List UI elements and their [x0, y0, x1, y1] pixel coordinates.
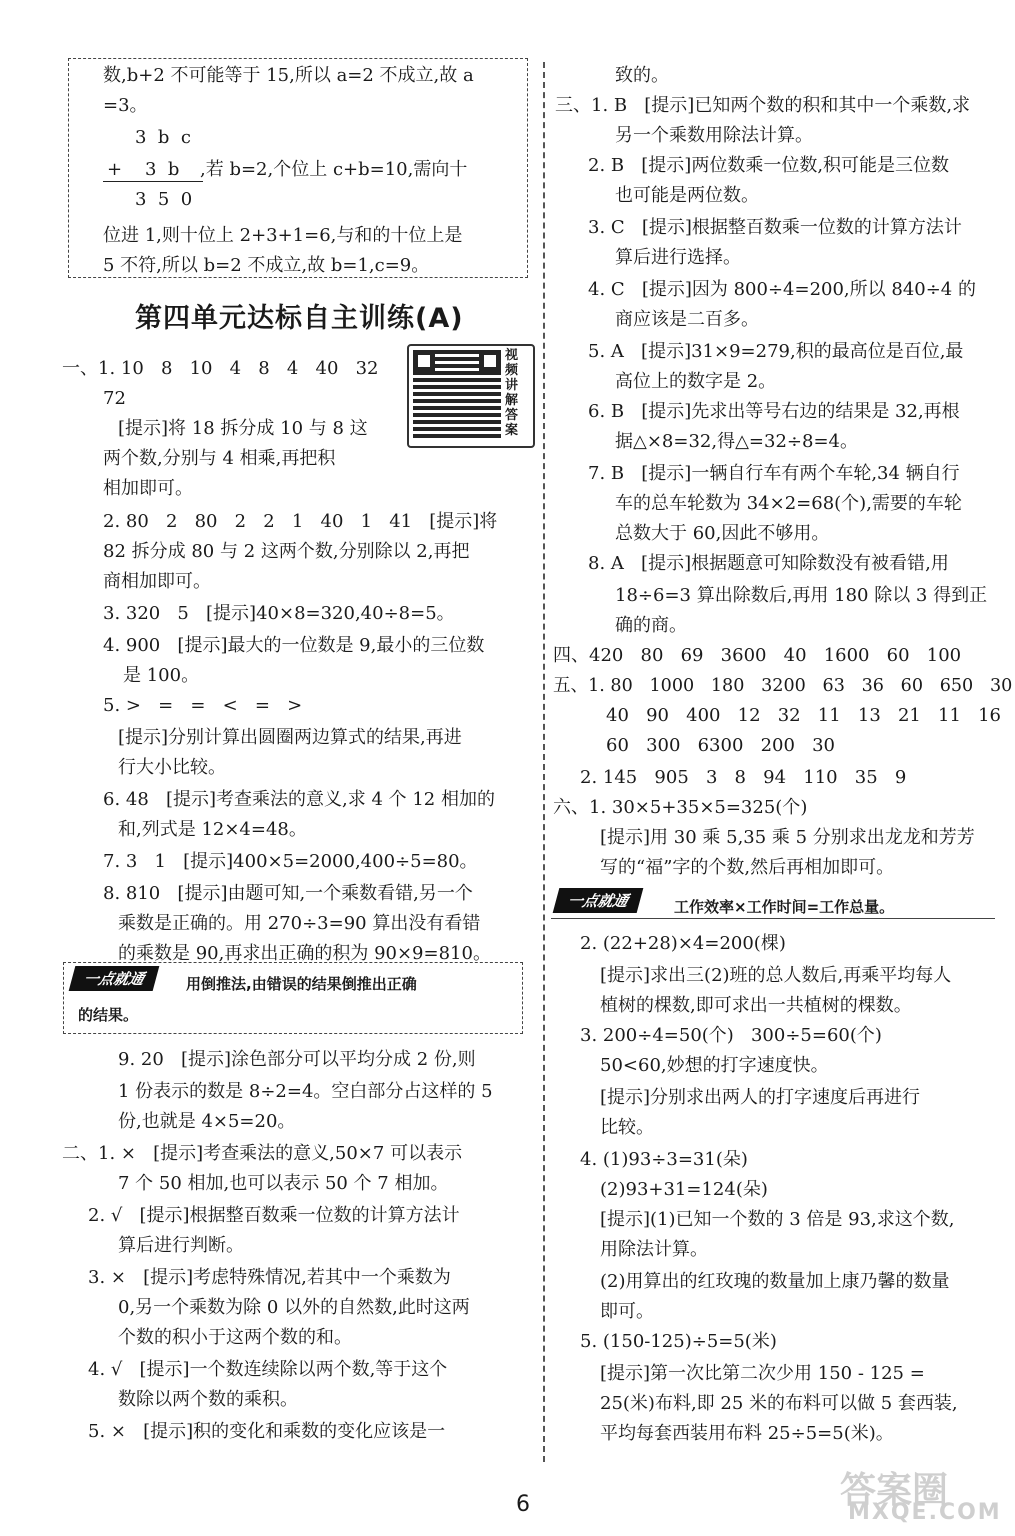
right-line-15: 车的总车轮数为 34×2=68(个),需要的车轮	[615, 493, 962, 514]
column-divider	[543, 62, 545, 1462]
top-box-line-2: =3。	[103, 95, 148, 116]
right-line-b-12: (2)用算出的红玫瑰的数量加上康乃馨的数量	[600, 1271, 950, 1292]
right-line-b-8: 4. (1)93÷3=31(朵)	[580, 1149, 748, 1170]
vertical-addend-2: + 3 b	[107, 159, 180, 180]
left-line-9: 3. 320 5 [提示]40×8=320,40÷8=5。	[103, 603, 455, 624]
right-line-6: 3. C [提示]根据整百数乘一位数的计算方法计	[588, 217, 962, 238]
right-line-b-15: [提示]第一次比第二次少用 150 - 125 =	[600, 1363, 925, 1384]
watermark-url: MXQE.COM	[848, 1500, 1002, 1525]
left-line-11: 是 100。	[123, 665, 200, 686]
tip-right-line-1: 工作效率×工作时间=工作总量。	[674, 898, 895, 916]
right-line-21: 五、1. 80 1000 180 3200 63 36 60 650 30	[553, 675, 1013, 696]
right-line-b-6: [提示]分别求出两人的打字速度后再进行	[600, 1087, 921, 1108]
tip-left-line-1: 用倒推法,由错误的结果倒推出正确	[186, 975, 417, 993]
right-line-18: 18÷6=3 算出除数后,再用 180 除以 3 得到正	[615, 585, 988, 606]
right-line-b-2: [提示]求出三(2)班的总人数后,再乘平均每人	[600, 965, 952, 986]
right-line-b-4: 3. 200÷4=50(个) 300÷5=60(个)	[580, 1025, 882, 1046]
tip-badge-left: 一点就通	[69, 966, 160, 991]
top-box-line-4: 位进 1,则十位上 2+3+1=6,与和的十位上是	[103, 225, 463, 246]
left-line-5: 相加即可。	[103, 478, 193, 499]
left-line-b-5: 7 个 50 相加,也可以表示 50 个 7 相加。	[118, 1173, 449, 1194]
right-line-8: 4. C [提示]因为 800÷4=200,所以 840÷4 的	[588, 279, 976, 300]
right-line-7: 算后进行选择。	[615, 247, 741, 268]
left-line-b-11: 4. √ [提示]一个数连续除以两个数,等于这个	[88, 1359, 448, 1380]
top-box-line-5: 5 不符,所以 b=2 不成立,故 b=1,c=9。	[103, 255, 430, 276]
left-line-b-10: 个数的积小于这两个数的和。	[118, 1327, 352, 1348]
right-line-3: 另一个乘数用除法计算。	[615, 125, 813, 146]
right-line-16: 总数大于 60,因此不够用。	[615, 523, 830, 544]
right-line-4: 2. B [提示]两位数乘一位数,积可能是三位数	[588, 155, 950, 176]
right-line-17: 8. A [提示]根据题意可知除数没有被看错,用	[588, 553, 949, 574]
right-line-b-16: 25(米)布料,即 25 米的布料可以做 5 套西装,	[600, 1393, 958, 1414]
qr-label: 视频讲解答案	[505, 348, 519, 438]
right-line-25: 六、1. 30×5+35×5=325(个)	[553, 797, 808, 818]
right-line-5: 也可能是两位数。	[615, 185, 759, 206]
left-line-7: 82 拆分成 80 与 2 这两个数,分别除以 2,再把	[103, 541, 470, 562]
right-line-11: 高位上的数字是 2。	[615, 371, 777, 392]
right-line-13: 据△×8=32,得△=32÷8=4。	[615, 431, 858, 452]
tip-badge-right: 一点就通	[553, 888, 644, 913]
left-line-b-1: 9. 20 [提示]涂色部分可以平均分成 2 份,则	[118, 1049, 476, 1070]
watermark-logo: 答案圈	[840, 1470, 949, 1511]
left-line-b-2: 1 份表示的数是 8÷2=4。空白部分占这样的 5	[118, 1081, 493, 1102]
right-line-19: 确的商。	[615, 615, 687, 636]
left-line-13: [提示]分别计算出圆圈两边算式的结果,再进	[118, 727, 462, 748]
tip-left-line-2: 的结果。	[78, 1006, 139, 1024]
right-line-24: 2. 145 905 3 8 94 110 35 9	[580, 767, 907, 788]
left-line-10: 4. 900 [提示]最大的一位数是 9,最小的三位数	[103, 635, 485, 656]
right-line-b-11: 用除法计算。	[600, 1239, 708, 1260]
right-line-14: 7. B [提示]一辆自行车有两个车轮,34 辆自行	[588, 463, 960, 484]
right-line-b-13: 即可。	[600, 1301, 654, 1322]
right-line-b-9: (2)93+31=124(朵)	[600, 1179, 768, 1200]
right-line-9: 商应该是二百多。	[615, 309, 759, 330]
left-line-b-6: 2. √ [提示]根据整百数乘一位数的计算方法计	[88, 1205, 460, 1226]
right-line-b-1: 2. (22+28)×4=200(棵)	[580, 933, 786, 954]
left-line-b-3: 份,也就是 4×5=20。	[118, 1111, 296, 1132]
left-line-2: 72	[103, 388, 126, 409]
left-line-4: 两个数,分别与 4 相乘,再把积	[103, 448, 336, 469]
right-line-12: 6. B [提示]先求出等号右边的结果是 32,再根	[588, 401, 960, 422]
top-box-line-3: ,若 b=2,个位上 c+b=10,需向十	[200, 159, 468, 180]
left-line-b-9: 0,另一个乘数为除 0 以外的自然数,此时这两	[118, 1297, 470, 1318]
vertical-addend-1: 3 b c	[135, 127, 191, 148]
left-line-17: 7. 3 1 [提示]400×5=2000,400÷5=80。	[103, 851, 478, 872]
right-line-b-7: 比较。	[600, 1117, 654, 1138]
right-line-26: [提示]用 30 乘 5,35 乘 5 分别求出龙龙和芳芳	[600, 827, 975, 848]
right-line-27: 写的“福”字的个数,然后再相加即可。	[600, 857, 895, 878]
left-line-b-12: 数除以两个数的乘积。	[118, 1389, 298, 1410]
left-line-1: 一、1. 10 8 10 4 8 4 40 32	[62, 358, 379, 379]
right-line-23: 60 300 6300 200 30	[606, 735, 835, 756]
left-line-b-7: 算后进行判断。	[118, 1235, 244, 1256]
left-line-3: [提示]将 18 拆分成 10 与 8 这	[118, 418, 368, 439]
right-line-2: 三、1. B [提示]已知两个数的积和其中一个乘数,求	[555, 95, 971, 116]
right-line-b-3: 植树的棵数,即可求出一共植树的棵数。	[600, 995, 912, 1016]
right-line-b-17: 平均每套西装用布料 25÷5=5(米)。	[600, 1423, 894, 1444]
left-line-16: 和,列式是 12×4=48。	[118, 819, 307, 840]
left-line-6: 2. 80 2 80 2 2 1 40 1 41 [提示]将	[103, 511, 498, 532]
section-title: 第四单元达标自主训练(A)	[135, 303, 464, 334]
vertical-sum: 3 5 0	[135, 189, 193, 210]
left-line-b-13: 5. × [提示]积的变化和乘数的变化应该是一	[88, 1421, 446, 1442]
left-line-14: 行大小比较。	[118, 757, 226, 778]
left-line-12: 5. > = = < = >	[103, 695, 303, 716]
left-line-b-4: 二、1. × [提示]考查乘法的意义,50×7 可以表示	[62, 1143, 463, 1164]
left-line-15: 6. 48 [提示]考查乘法的意义,求 4 个 12 相加的	[103, 789, 495, 810]
right-line-b-10: [提示](1)已知一个数的 3 倍是 93,求这个数,	[600, 1209, 955, 1230]
right-line-1: 致的。	[615, 65, 669, 86]
left-line-18: 8. 810 [提示]由题可知,一个乘数看错,另一个	[103, 883, 473, 904]
sum-rule	[103, 181, 203, 182]
left-line-20: 的乘数是 90,再求出正确的积为 90×9=810。	[118, 943, 491, 964]
top-box-line-1: 数,b+2 不可能等于 15,所以 a=2 不成立,故 a	[103, 65, 474, 86]
right-line-20: 四、420 80 69 3600 40 1600 60 100	[553, 645, 962, 666]
left-line-8: 商相加即可。	[103, 571, 211, 592]
right-line-b-5: 50<60,妙想的打字速度快。	[600, 1055, 829, 1076]
qr-code-icon[interactable]	[413, 350, 501, 438]
left-line-19: 乘数是正确的。用 270÷3=90 算出没有看错	[118, 913, 481, 934]
page-number: 6	[516, 1492, 530, 1517]
right-line-10: 5. A [提示]31×9=279,积的最高位是百位,最	[588, 341, 964, 362]
right-line-22: 40 90 400 12 32 11 13 21 11 16	[606, 705, 1001, 726]
right-line-b-14: 5. (150-125)÷5=5(米)	[580, 1331, 777, 1352]
left-line-b-8: 3. × [提示]考虑特殊情况,若其中一个乘数为	[88, 1267, 451, 1288]
